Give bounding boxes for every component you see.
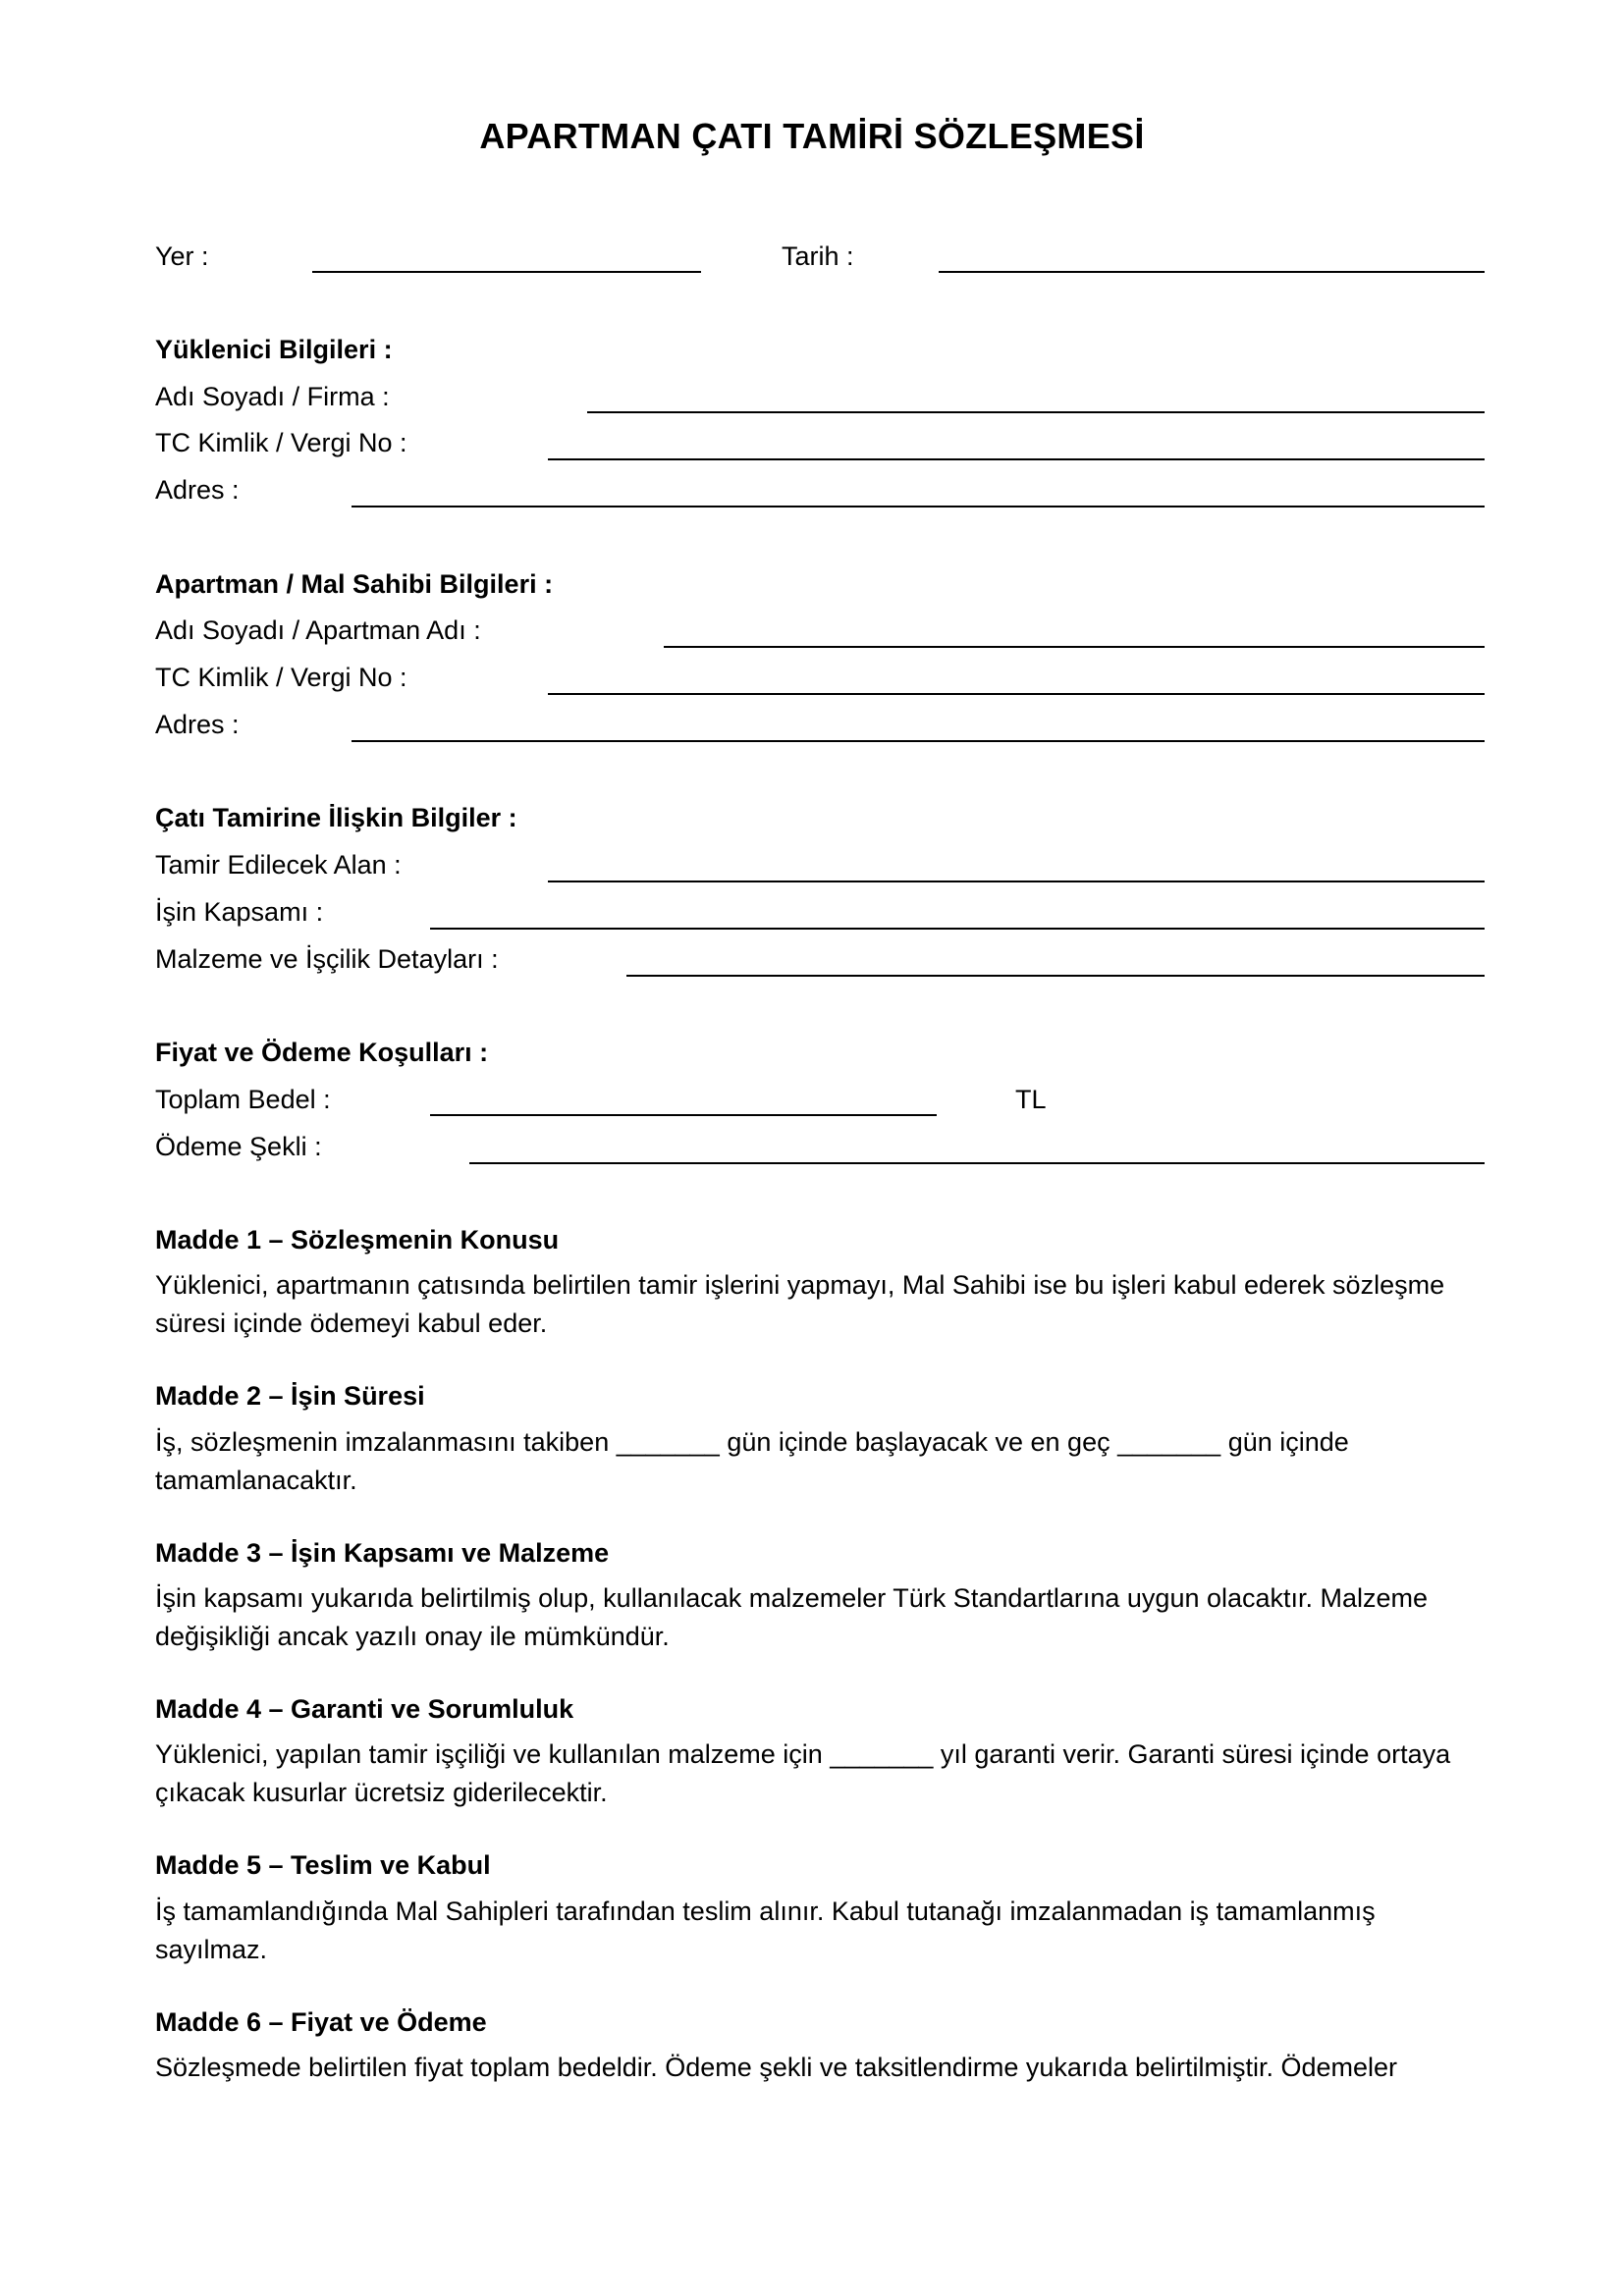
owner-id-line[interactable] (548, 693, 1485, 695)
article-4-text: Yüklenici, yapılan tamir işçiliği ve kullanılan malzeme için _______ yıl garanti verir. Garanti süresi içinde ortaya çıkacak kusurlar ücretsiz giderilecektir. (155, 1739, 1451, 1807)
repair-materials-label: Malzeme ve İşçilik Detayları : (155, 944, 499, 974)
owner-name-label: Adı Soyadı / Apartman Adı : (155, 615, 481, 645)
payment-heading: Fiyat ve Ödeme Koşulları : (155, 1038, 489, 1067)
article-5-text: İş tamamlandığında Mal Sahipleri tarafından teslim alınır. Kabul tutanağı imzalanmadan iş tamamlanmış sayılmaz. (155, 1896, 1376, 1964)
document-title: APARTMAN ÇATI TAMİRİ SÖZLEŞMESİ (479, 116, 1145, 156)
article-2-heading: Madde 2 – İşin Süresi (155, 1381, 425, 1411)
place-label: Yer : (155, 241, 209, 271)
repair-heading: Çatı Tamirine İlişkin Bilgiler : (155, 803, 517, 832)
repair-materials-line[interactable] (626, 975, 1485, 977)
contractor-id-line[interactable] (548, 458, 1485, 460)
article-5-heading: Madde 5 – Teslim ve Kabul (155, 1850, 491, 1880)
place-blank-line[interactable] (312, 271, 701, 273)
contractor-address-line[interactable] (352, 506, 1485, 507)
payment-method-label: Ödeme Şekli : (155, 1132, 322, 1161)
owner-name-line[interactable] (664, 646, 1485, 648)
owner-id-label: TC Kimlik / Vergi No : (155, 663, 407, 692)
article-1-heading: Madde 1 – Sözleşmenin Konusu (155, 1225, 560, 1255)
payment-method-line[interactable] (469, 1162, 1485, 1164)
article-6-heading: Madde 6 – Fiyat ve Ödeme (155, 2007, 487, 2037)
contractor-heading: Yüklenici Bilgileri : (155, 335, 393, 364)
owner-address-line[interactable] (352, 740, 1485, 742)
date-label: Tarih : (782, 241, 854, 271)
currency-label: TL (1015, 1085, 1047, 1114)
article-1-text: Yüklenici, apartmanın çatısında belirtilen tamir işlerini yapmayı, Mal Sahibi ise bu işleri kabul ederek sözleşme süresi içinde ödemeyi kabul eder. (155, 1270, 1445, 1338)
repair-scope-label: İşin Kapsamı : (155, 897, 324, 927)
date-blank-line[interactable] (939, 271, 1485, 273)
article-4-heading: Madde 4 – Garanti ve Sorumluluk (155, 1694, 574, 1724)
owner-heading: Apartman / Mal Sahibi Bilgileri : (155, 569, 554, 599)
owner-address-label: Adres : (155, 710, 240, 739)
total-price-line[interactable] (430, 1114, 937, 1116)
contractor-id-label: TC Kimlik / Vergi No : (155, 428, 407, 457)
contractor-name-label: Adı Soyadı / Firma : (155, 382, 390, 411)
contractor-name-line[interactable] (587, 411, 1485, 413)
repair-area-label: Tamir Edilecek Alan : (155, 850, 402, 880)
article-3-text: İşin kapsamı yukarıda belirtilmiş olup, kullanılacak malzemeler Türk Standartlarına uygun olacaktır. Malzeme değişikliği ancak yazılı onay ile mümkündür. (155, 1583, 1429, 1651)
article-3-heading: Madde 3 – İşin Kapsamı ve Malzeme (155, 1538, 610, 1568)
repair-area-line[interactable] (548, 881, 1485, 882)
total-price-label: Toplam Bedel : (155, 1085, 331, 1114)
contractor-address-label: Adres : (155, 475, 240, 505)
article-2-text: İş, sözleşmenin imzalanmasını takiben _______ gün içinde başlayacak ve en geç _______ gün içinde tamamlanacaktır. (155, 1427, 1349, 1495)
article-6-text: Sözleşmede belirtilen fiyat toplam bedeldir. Ödeme şekli ve taksitlendirme yukarıda belirtilmiştir. Ödemeler (155, 2053, 1398, 2082)
repair-scope-line[interactable] (430, 928, 1485, 930)
